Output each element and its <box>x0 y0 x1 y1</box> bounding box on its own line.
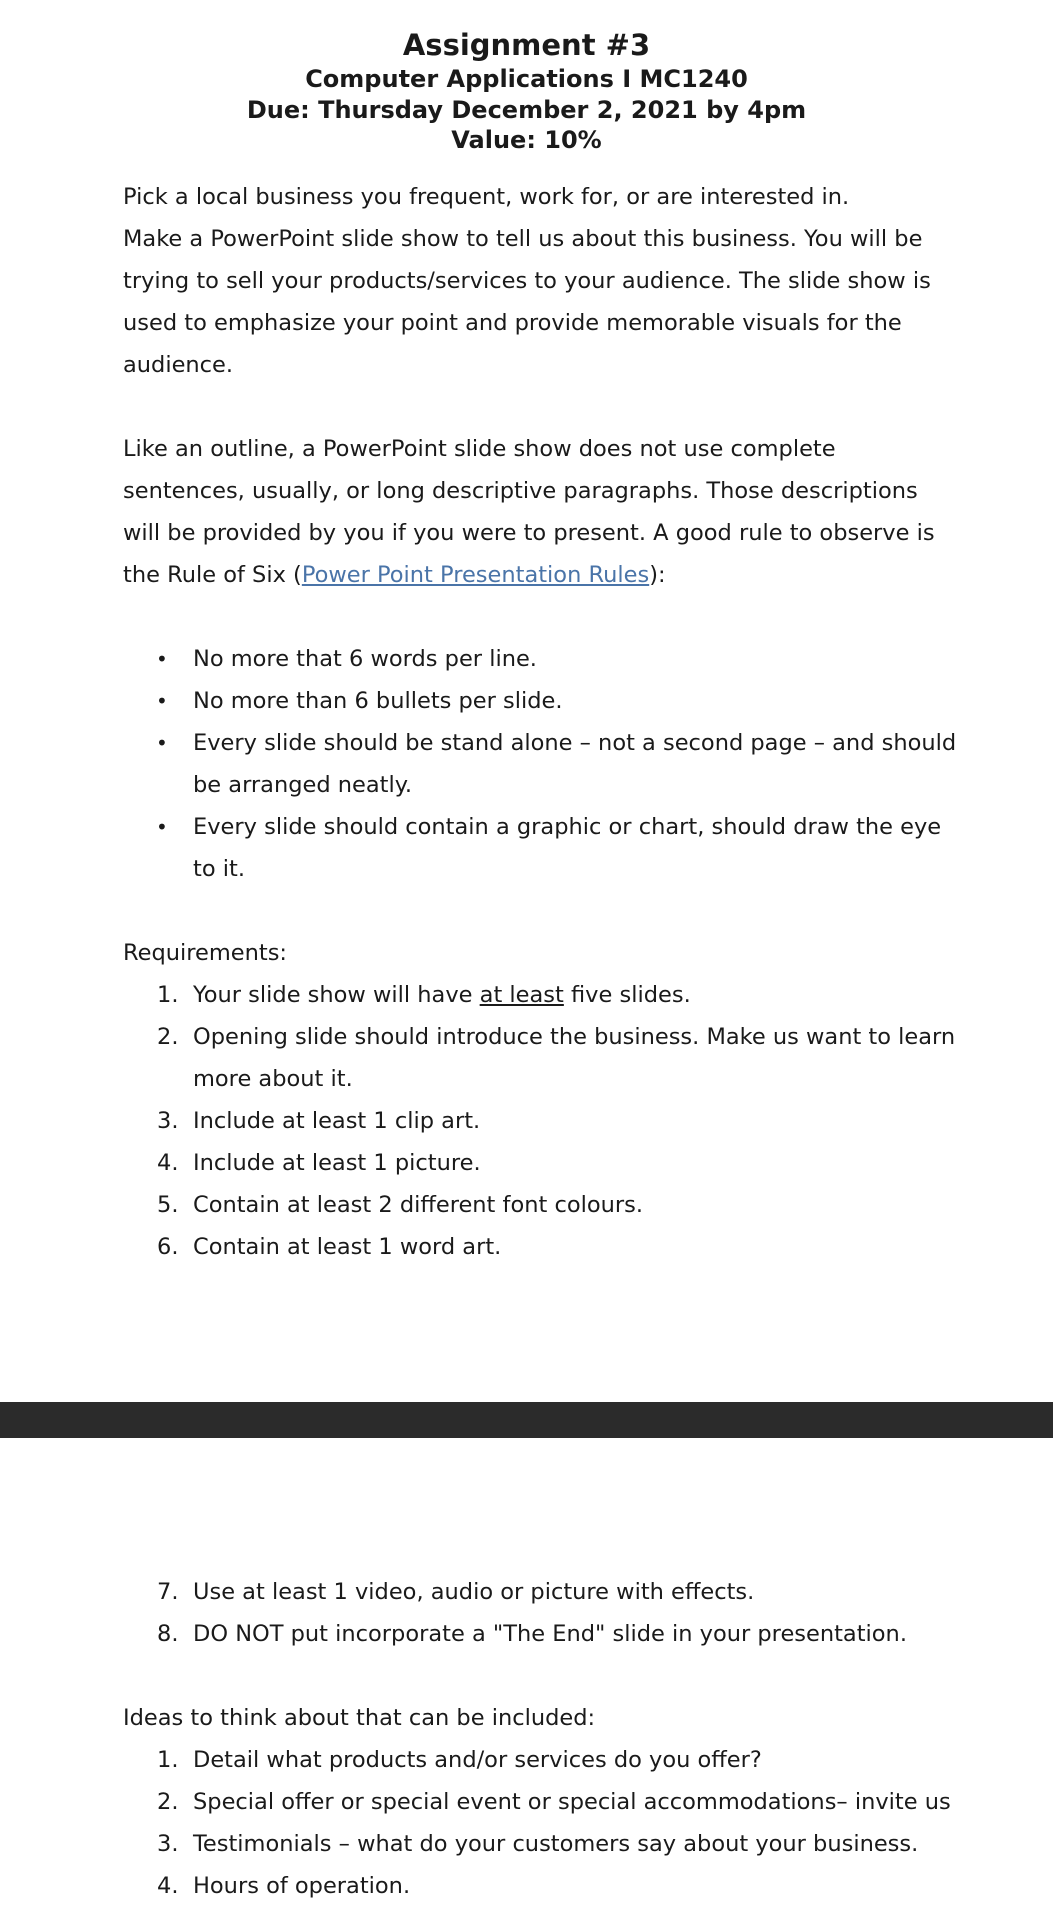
list-number: 5. <box>157 1192 179 1218</box>
requirement-item <box>123 1142 1003 1184</box>
list-number: 4. <box>157 1150 179 1176</box>
idea-text: Detail what products and/or services do you offer? <box>193 1747 762 1773</box>
outline-text: ): <box>649 562 666 588</box>
list-number: 3. <box>157 1108 179 1134</box>
requirement-text: Your slide show will have <box>193 982 480 1008</box>
requirement-text: Include at least 1 clip art. <box>193 1108 481 1134</box>
requirement-text: DO NOT put incorporate a "The End" slide in your presentation. <box>193 1621 907 1647</box>
idea-item <box>123 1823 1003 1865</box>
requirement-text: Use at least 1 video, audio or picture with effects. <box>193 1579 755 1605</box>
requirement-item <box>123 1100 1003 1142</box>
ideas-list <box>123 1739 1003 1907</box>
intro-line: Make a PowerPoint slide show to tell us about this business. You will be <box>123 226 923 252</box>
requirement-text: Contain at least 2 different font colours. <box>193 1192 643 1218</box>
bullet-text: No more than 6 bullets per slide. <box>193 688 563 714</box>
bullet-text: Every slide should be stand alone – not a second page – and should <box>193 730 957 756</box>
bullet-icon: • <box>156 647 168 671</box>
requirement-item <box>123 1184 1003 1226</box>
assignment-title: Assignment #3 <box>402 28 651 62</box>
requirement-item <box>123 1016 1003 1100</box>
list-number: 4. <box>157 1873 179 1899</box>
outline-paragraph <box>123 428 1003 596</box>
presentation-rules-link[interactable]: Power Point Presentation Rules <box>301 562 650 588</box>
list-number: 2. <box>157 1789 179 1815</box>
idea-text: Special offer or special event or special accommodations– invite us <box>193 1789 951 1815</box>
bullet-text: be arranged neatly. <box>193 772 413 798</box>
outline-text: the Rule of Six ( <box>123 562 302 588</box>
requirement-text: five slides. <box>563 982 691 1008</box>
list-number: 8. <box>157 1621 179 1647</box>
requirements-list <box>123 974 1003 1268</box>
list-number: 1. <box>157 1747 179 1773</box>
idea-text: Testimonials – what do your customers say about your business. <box>193 1831 919 1857</box>
ideas-heading: Ideas to think about that can be included: <box>123 1705 596 1731</box>
course-name: Computer Applications I MC1240 <box>305 65 748 93</box>
requirement-text: Opening slide should introduce the business. Make us want to learn <box>193 1024 956 1050</box>
intro-paragraph <box>123 176 1003 386</box>
intro-line: audience. <box>123 352 234 378</box>
outline-line: will be provided by you if you were to present. A good rule to observe is <box>123 520 935 546</box>
assignment-value: Value: 10% <box>451 126 602 154</box>
bullet-icon: • <box>156 689 168 713</box>
outline-line: sentences, usually, or long descriptive paragraphs. Those descriptions <box>123 478 918 504</box>
bullet-item <box>123 680 1003 722</box>
bullet-item <box>123 638 1003 680</box>
list-number: 1. <box>157 982 179 1008</box>
intro-line: Pick a local business you frequent, work for, or are interested in. <box>123 184 850 210</box>
bullet-item <box>123 806 1003 890</box>
requirement-text: Include at least 1 picture. <box>193 1150 481 1176</box>
document-page-2 <box>0 1438 1053 1920</box>
outline-line: Like an outline, a PowerPoint slide show does not use complete <box>123 436 836 462</box>
list-number: 6. <box>157 1234 179 1260</box>
requirement-item <box>123 974 1003 1016</box>
underlined-text: at least <box>479 982 564 1008</box>
list-number: 2. <box>157 1024 179 1050</box>
document-header <box>0 26 1053 156</box>
idea-text: Hours of operation. <box>193 1873 411 1899</box>
outline-line-with-link <box>123 554 1003 596</box>
requirement-item <box>123 1571 1003 1613</box>
intro-line: trying to sell your products/services to your audience. The slide show is <box>123 268 931 294</box>
due-date: Due: Thursday December 2, 2021 by 4pm <box>246 95 807 124</box>
requirement-text: more about it. <box>193 1066 353 1092</box>
document-body-continued <box>123 1571 1003 1907</box>
requirement-text: Contain at least 1 word art. <box>193 1234 502 1260</box>
page-break-divider <box>0 1402 1053 1438</box>
bullet-item <box>123 722 1003 806</box>
bullet-text: No more that 6 words per line. <box>193 646 537 672</box>
document-body <box>123 176 1003 1268</box>
idea-item <box>123 1739 1003 1781</box>
requirement-item <box>123 1226 1003 1268</box>
requirements-heading: Requirements: <box>123 940 288 966</box>
requirements-list-continued <box>123 1571 1003 1655</box>
requirement-item <box>123 1613 1003 1655</box>
bullet-text: Every slide should contain a graphic or chart, should draw the eye <box>193 814 942 840</box>
list-number: 3. <box>157 1831 179 1857</box>
idea-item <box>123 1781 1003 1823</box>
bullet-icon: • <box>156 815 168 839</box>
bullet-icon: • <box>156 731 168 755</box>
intro-line: used to emphasize your point and provide memorable visuals for the <box>123 310 902 336</box>
bullet-text: to it. <box>193 856 245 882</box>
idea-item <box>123 1865 1003 1907</box>
rule-of-six-list <box>123 638 1003 890</box>
list-number: 7. <box>157 1579 179 1605</box>
